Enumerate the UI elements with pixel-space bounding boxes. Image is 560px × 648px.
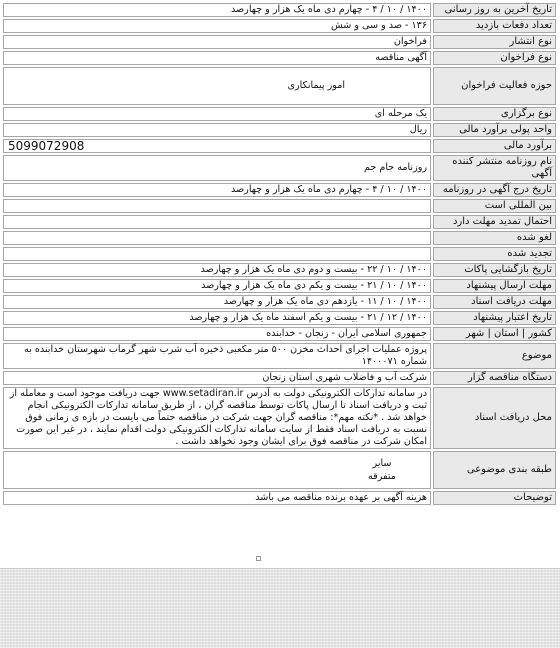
label-publish-type: نوع انتشار (433, 35, 556, 49)
row-international (3, 199, 556, 213)
value-opening: ۱۴۰۰ / ۱۰ / ۲۲ - بیست و دوم دی ماه یک هزار و چهارصد (3, 263, 431, 277)
value-international (3, 199, 431, 213)
row-notes (3, 491, 556, 505)
label-ad-type: نوع فراخوان (433, 51, 556, 65)
value-visits: ۱۳۶ - صد و سی و شش (3, 19, 431, 33)
category-primary: سایر (372, 458, 392, 469)
value-receive-deadline: ۱۴۰۰ / ۱۰ / ۱۱ - یازدهم دی ماه یک هزار و چهارصد (3, 295, 431, 309)
label-renewed: تجدید شده (433, 247, 556, 261)
label-newspaper: نام روزنامه منتشر کننده آگهی (433, 155, 556, 181)
label-opening: تاریخ بازگشایی پاکات (433, 263, 556, 277)
row-pub-date (3, 183, 556, 197)
label-notes: توضیحات (433, 491, 556, 505)
label-organizer: دستگاه مناقصه گزار (433, 371, 556, 385)
label-cancelled: لغو شده (433, 231, 556, 245)
row-renewed (3, 247, 556, 261)
row-send-deadline (3, 279, 556, 293)
row-location (3, 327, 556, 341)
small-marker (256, 556, 261, 561)
activity-text: امور پیمانکاری (287, 80, 345, 91)
label-validity: تاریخ اعتبار پیشنهاد (433, 311, 556, 325)
value-category (3, 451, 431, 489)
value-newspaper: روزنامه جام جم (3, 155, 431, 181)
row-visits (3, 19, 556, 33)
label-estimate: برآورد مالی (433, 139, 556, 153)
value-validity: ۱۴۰۰ / ۱۲ / ۲۱ - بیست و یکم اسفند ماه یک هزار و چهارصد (3, 311, 431, 325)
value-stage: یک مرحله ای (3, 107, 431, 121)
category-secondary: متفرقه (368, 471, 396, 482)
row-currency (3, 123, 556, 137)
value-extension (3, 215, 431, 229)
value-send-deadline: ۱۴۰۰ / ۱۰ / ۲۱ - بیست و یکم دی ماه یک هزار و چهارصد (3, 279, 431, 293)
label-extension: احتمال تمدید مهلت دارد (433, 215, 556, 229)
row-activity (3, 67, 556, 105)
row-newspaper (3, 155, 556, 181)
label-activity: حوزه فعالیت فراخوان (433, 67, 556, 105)
value-pub-date: ۱۴۰۰ / ۱۰ / ۴ - چهارم دی ماه یک هزار و چهارصد (3, 183, 431, 197)
estimate-number: 5099072908 (8, 139, 85, 153)
row-doc-place (3, 387, 556, 449)
label-visits: تعداد دفعات بازدید (433, 19, 556, 33)
value-ad-type: آگهی مناقصه (3, 51, 431, 65)
row-receive-deadline (3, 295, 556, 309)
label-doc-place: محل دریافت اسناد (433, 387, 556, 449)
row-last-update (3, 3, 556, 17)
label-international: بین المللی است (433, 199, 556, 213)
label-last-update: تاریخ آخرین به روز رسانی (433, 3, 556, 17)
value-currency: ریال (3, 123, 431, 137)
row-estimate (3, 139, 556, 153)
row-opening (3, 263, 556, 277)
label-receive-deadline: مهلت دریافت اسناد (433, 295, 556, 309)
label-subject: موضوع (433, 343, 556, 369)
value-activity (3, 67, 431, 105)
label-currency: واحد پولی برآورد مالی (433, 123, 556, 137)
row-publish-type (3, 35, 556, 49)
value-last-update: ۱۴۰۰ / ۱۰ / ۴ - چهارم دی ماه یک هزار و چهارصد (3, 3, 431, 17)
value-doc-place: در سامانه تدارکات الکترونیکی دولت به آدرس www.setadiran.ir جهت دریافت موجود است و معامله از ثبت و دریافت اسناد تا ارسال پاکات توسط مناقصه گران ، از طریق سامانه تدارکات الکترونیکی انجام خواهد شد . *نکته مهم*: مناقصه گران جهت شرکت در مناقصه حتماً می بایست در بازه ی زمانی فوق نسبت به دریافت اسناد فقط از سایت سامانه تدارکات الکترونیکی دولت اقدام نمایند ، در غیر این صورت امکان شرکت در مناقصه فوق برای ایشان وجود نخواهد داشت . (3, 387, 431, 449)
value-organizer: شرکت آب و فاضلاب شهری استان زنجان (3, 371, 431, 385)
label-location: کشور | استان | شهر (433, 327, 556, 341)
row-stage (3, 107, 556, 121)
row-validity (3, 311, 556, 325)
value-cancelled (3, 231, 431, 245)
row-organizer (3, 371, 556, 385)
row-ad-type (3, 51, 556, 65)
tender-info-table (1, 1, 558, 507)
footer-pattern (0, 568, 560, 648)
row-category (3, 451, 556, 489)
value-publish-type: فراخوان (3, 35, 431, 49)
label-send-deadline: مهلت ارسال پیشنهاد (433, 279, 556, 293)
row-cancelled (3, 231, 556, 245)
value-renewed (3, 247, 431, 261)
value-notes: هزینه آگهی بر عهده برنده مناقصه می باشد (3, 491, 431, 505)
row-subject (3, 343, 556, 369)
label-stage: نوع برگزاری (433, 107, 556, 121)
value-estimate (3, 139, 431, 153)
label-category: طبقه بندی موضوعی (433, 451, 556, 489)
value-location: جمهوری اسلامی ایران - زنجان - خدابنده (3, 327, 431, 341)
value-subject: پروژه عملیات اجرای احداث مخزن ۵۰۰ متر مکعبی ذخیره آب شرب شهر گرماب شهرستان خدابنده به شماره ۱۴۰۰۰۷۱ (3, 343, 431, 369)
row-extension (3, 215, 556, 229)
label-pub-date: تاریخ درج آگهی در روزنامه (433, 183, 556, 197)
